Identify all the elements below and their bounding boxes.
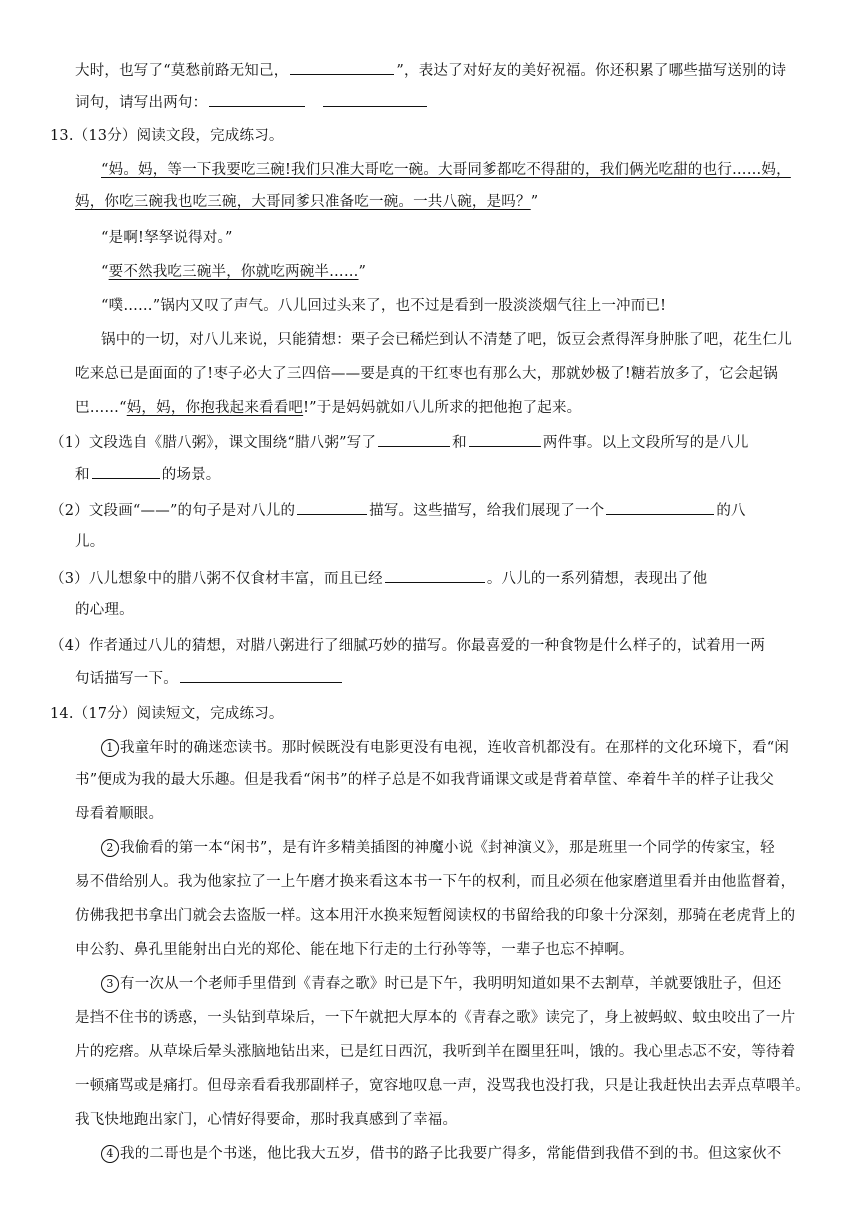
answer-blank[interactable] [378,432,450,447]
q13-para-4: “噗……”锅内又叹了声气。八儿回过头来了，也不过是看到一股淡淡烟气往上一冲而已! [101,298,667,314]
q13-sub-2-line-2: 儿。 [75,534,105,550]
answer-blank[interactable] [290,60,394,75]
q14-para-3-line-5: 我飞快地跑出家门，心情好得要命，那时我真感到了幸福。 [75,1112,458,1128]
q14-para-3-line-2: 是挡不住书的诱惑，一头钻到草垛后，一下午就把大厚本的《青春之歌》读完了，身上被蚂蚁、蚊虫咬出了一片 [75,1010,796,1026]
q12-line-2: 词句，请写出两句： [75,92,429,113]
q13-para-5-line-3: 巴……“妈，妈，你抱我起来看看吧!”于是妈妈就如八儿所求的把他抱了起来。 [75,400,582,416]
answer-blank[interactable] [209,92,305,107]
q13-sub-3-line-1: （3）八儿想象中的腊八粥不仅食材丰富，而且已经 。八儿的一系列猜想，表现出了他 [50,568,707,589]
q13-sub-3-line-2: 的心理。 [75,602,134,618]
answer-blank[interactable] [180,668,342,683]
answer-blank[interactable] [606,500,714,515]
q13-header: 13.（13分）阅读文段，完成练习。 [50,128,284,144]
q12-line-1: 大时，也写了“莫愁前路无知己， ”，表达了对好友的美好祝福。你还积累了哪些描写送别的诗 [75,60,786,81]
q14-para-2-line-1: 2 我偷看的第一本“闲书”，是有许多精美插图的神魔小说《封神演义》，那是班里一个同学的传家宝，轻 [101,838,775,858]
q14-para-3-line-4: 一顿痛骂或是痛打。但母亲看看我那副样子，宽容地叹息一声，没骂我也没打我，只是让我赶快出去弄点草喂羊。 [75,1078,810,1094]
answer-blank[interactable] [297,500,367,515]
q13-para-2: “是啊!孥孥说得对。” [101,230,233,246]
q14-header: 14.（17分）阅读短文，完成练习。 [50,706,284,722]
q14-para-4-line-1: 4 我的二哥也是个书迷，他比我大五岁，借书的路子比我要广得多，常能借到我借不到的书。但这家伙不 [101,1144,782,1164]
q13-sub-4-line-2: 句话描写一下。 [75,668,344,689]
q13-para-5-line-2: 吃来总已是面面的了!枣子必大了三四倍——要是真的干红枣也有那么大，那就妙极了!糖若放多了，它会起锅 [75,366,778,382]
q14-para-1-line-3: 母看着顺眼。 [75,806,164,822]
paragraph-number: 4 [101,1145,119,1163]
paragraph-number: 1 [101,739,119,757]
q13-sub-1-line-1: （1）文段选自《腊八粥》，课文围绕“腊八粥”写了 和 两件事。以上文段所写的是八儿 [50,432,749,453]
q13-para-5-line-1: 锅中的一切，对八儿来说，只能猜想：栗子会已稀烂到认不清楚了吧，饭豆会煮得浑身肿胀了吧，花生仁儿 [101,332,792,348]
q14-para-1-line-2: 书”便成为我的最大乐趣。但是我看“闲书”的样子总是不如我背诵课文或是背着草筐、牵着牛羊的样子让我父 [75,772,775,788]
q14-para-2-line-3: 仿佛我把书拿出门就会去盗版一样。这本用汗水换来短暂阅读权的书留给我的印象十分深刻，那骑在老虎背上的 [75,908,796,924]
answer-blank[interactable] [385,568,485,583]
answer-blank[interactable] [469,432,541,447]
q13-sub-1-line-2: 和 的场景。 [75,464,221,485]
paragraph-number: 2 [101,839,119,857]
q14-para-3-line-3: 片的疙瘩。从草垛后晕头涨脑地钻出来，已是红日西沉，我听到羊在圈里狂叫，饿的。我心里忐忑不安，等待着 [75,1044,796,1060]
q13-sub-2-line-1: （2）文段画“——”的句子是对八儿的 描写。这些描写，给我们展现了一个 的八 [50,500,746,521]
q13-para-1-line-1: “妈。妈，等一下我要吃三碗!我们只准大哥吃一碗。大哥同爹都吃不得甜的，我们俩光吃甜的也行……妈， [101,162,791,178]
q13-sub-4-line-1: （4）作者通过八儿的猜想，对腊八粥进行了细腻巧妙的描写。你最喜爱的一种食物是什么样子的，试着用一两 [50,638,766,654]
q14-para-3-line-1: 3 有一次从一个老师手里借到《青春之歌》时已是下午，我明明知道如果不去割草，羊就要饿肚子，但还 [101,974,782,994]
q14-para-1-line-1: 1 我童年时的确迷恋读书。那时候既没有电影更没有电视，连收音机都没有。在那样的文化环境下，看“闲 [101,738,789,758]
q13-para-3: “要不然我吃三碗半，你就吃两碗半……” [101,264,367,280]
answer-blank[interactable] [323,92,427,107]
q13-para-1-line-2: 妈，你吃三碗我也吃三碗，大哥同爹只准备吃一碗。一共八碗，是吗？” [75,194,539,210]
q14-para-2-line-4: 申公豹、鼻孔里能射出白光的郑伦、能在地下行走的土行孙等等，一辈子也忘不掉啊。 [75,942,634,958]
q14-para-2-line-2: 易不借给别人。我为他家拉了一上午磨才换来看这本书一下午的权利，而且必须在他家磨道里看并由他监督着， [75,874,796,890]
answer-blank[interactable] [92,464,160,479]
paragraph-number: 3 [101,975,119,993]
